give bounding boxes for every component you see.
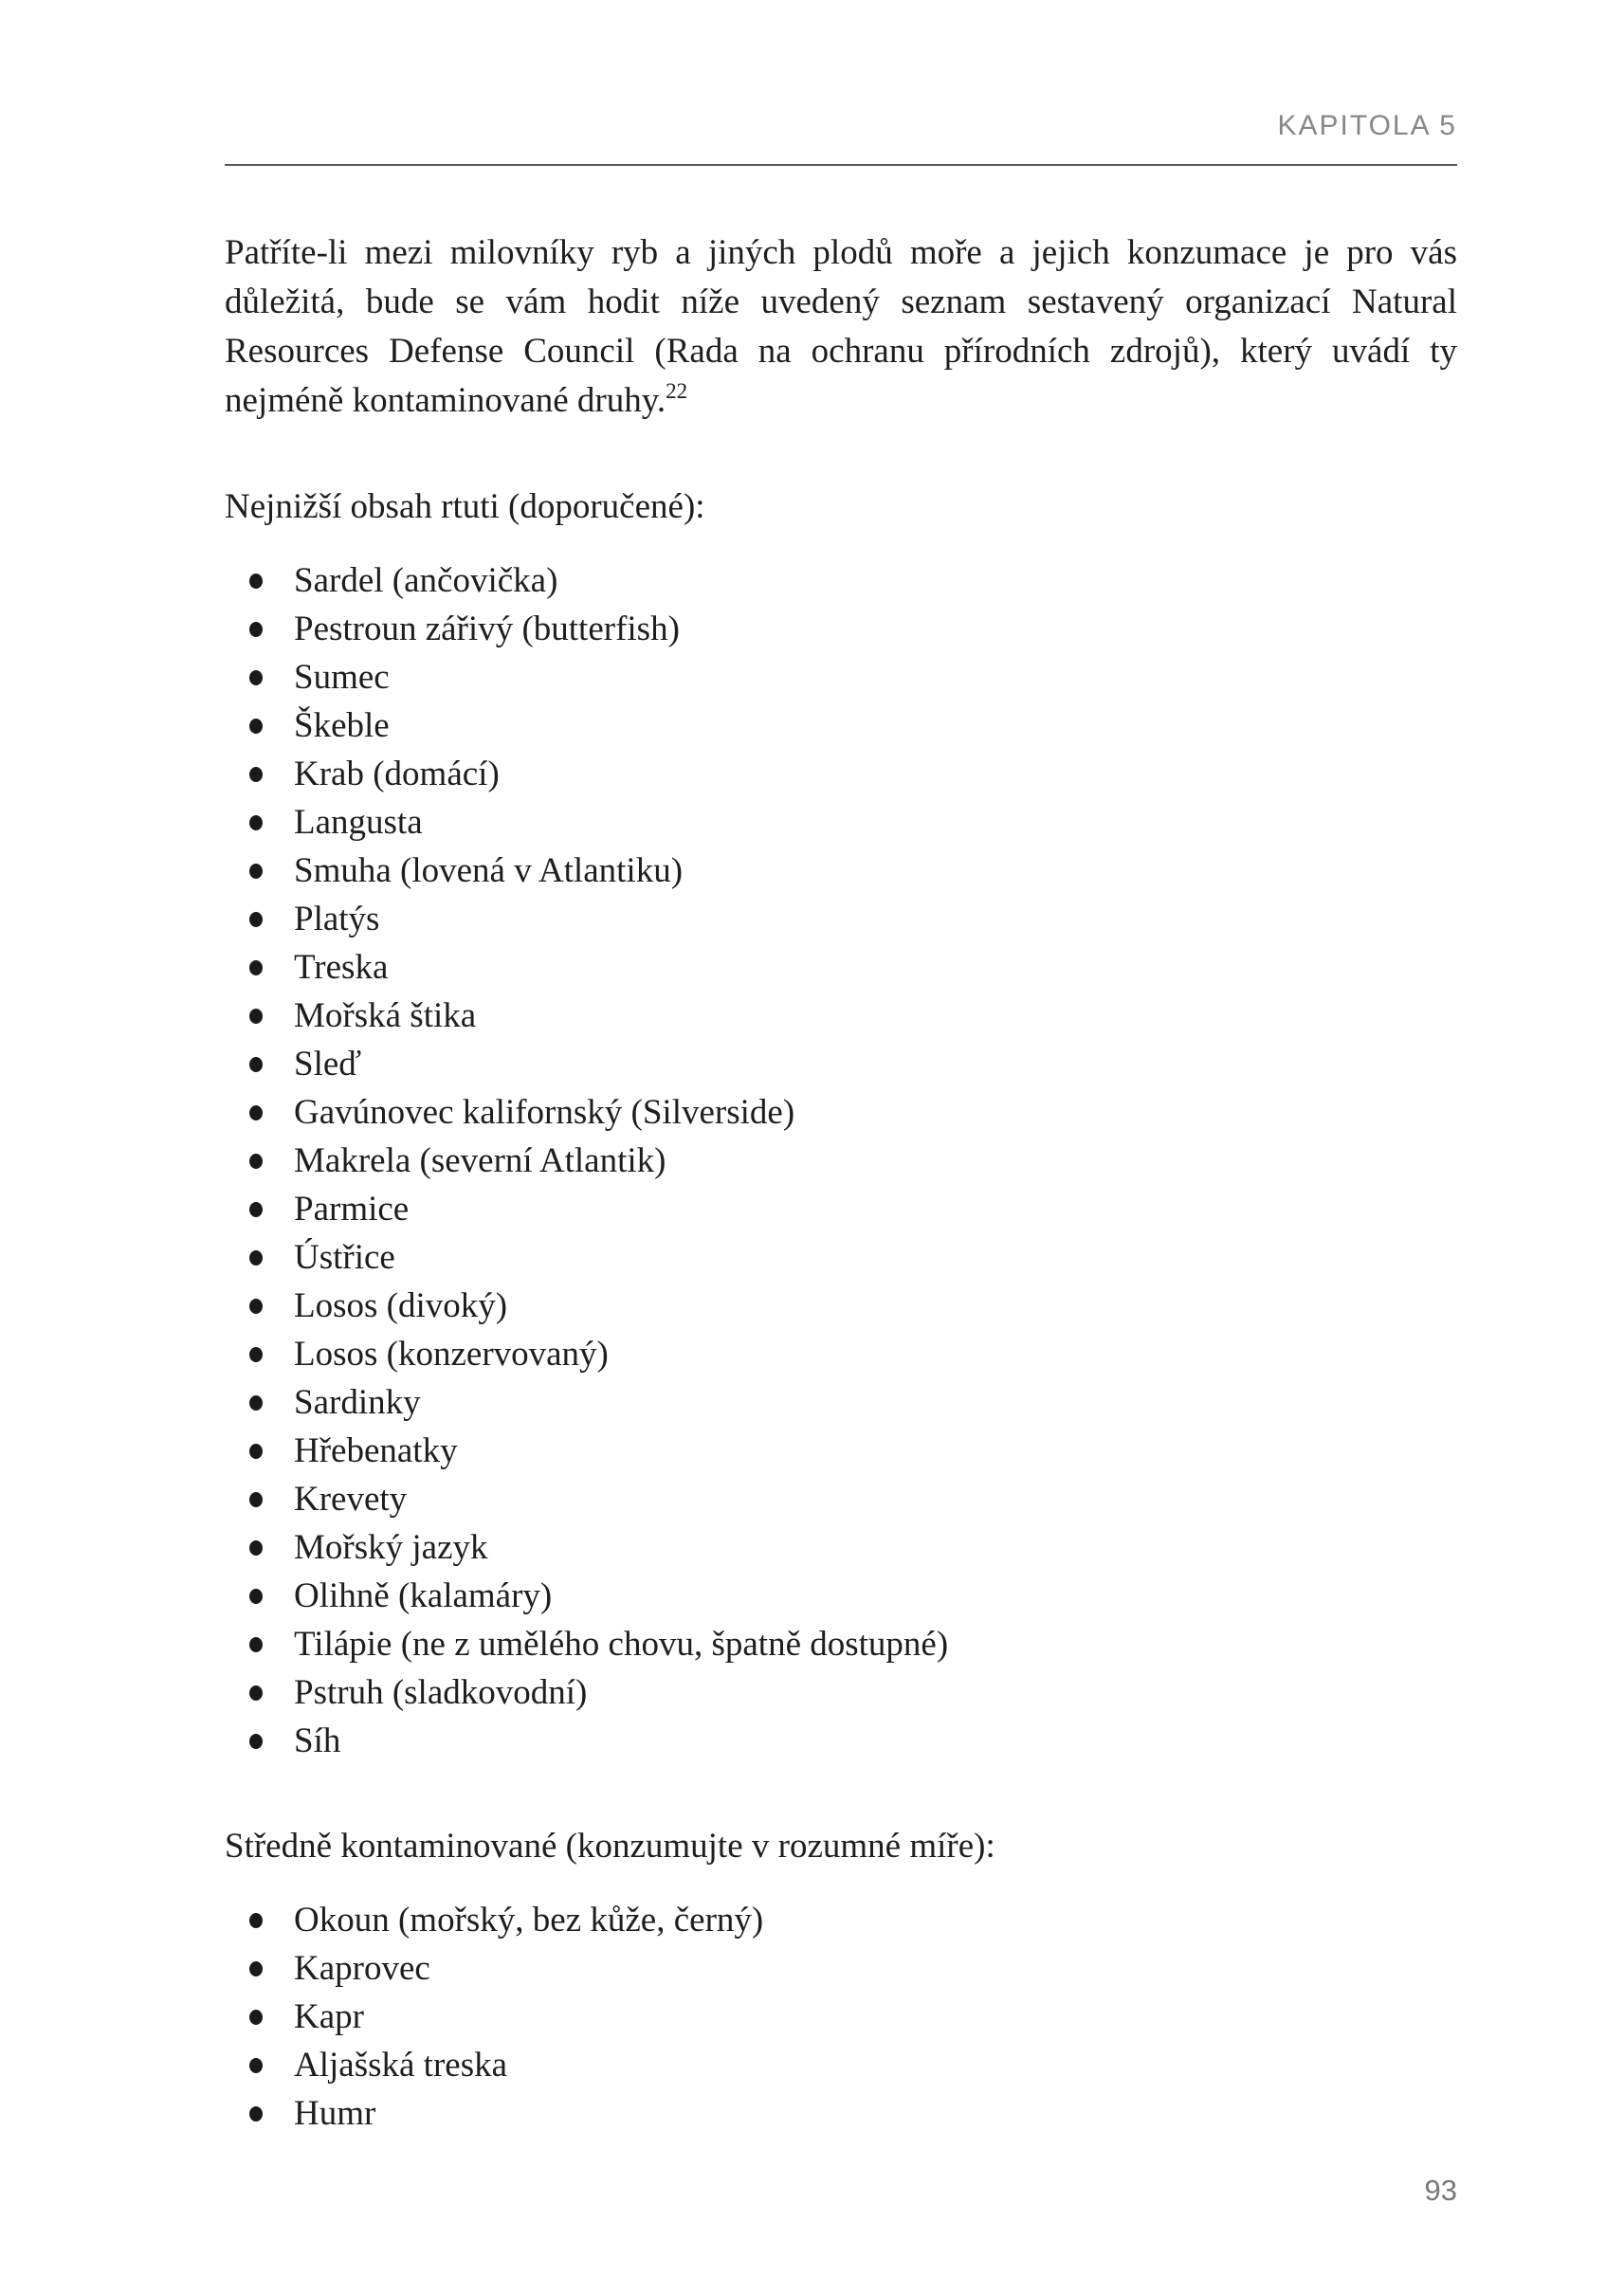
list-item xyxy=(225,1427,1457,1475)
list-item xyxy=(225,2041,1457,2089)
list-item-label: Mořský jazyk xyxy=(294,1528,488,1567)
bullet-icon xyxy=(249,670,263,685)
bullet-icon xyxy=(249,2010,263,2025)
list-item-label: Tilápie (ne z umělého chovu, špatně dostupné) xyxy=(294,1625,949,1664)
list-item xyxy=(225,1523,1457,1572)
list-item xyxy=(225,653,1457,701)
bullet-icon xyxy=(249,767,263,782)
list-item-label: Langusta xyxy=(294,803,423,842)
list-item xyxy=(225,847,1457,895)
list-item-label: Kapr xyxy=(294,1997,364,2036)
list-item xyxy=(225,1040,1457,1088)
bullet-icon xyxy=(249,1395,263,1411)
list-item xyxy=(225,1475,1457,1523)
bullet-icon xyxy=(249,1913,263,1928)
list-item-label: Pstruh (sladkovodní) xyxy=(294,1673,588,1712)
low-mercury-heading: Nejnižší obsah rtuti (doporučené): xyxy=(225,487,705,526)
list-item xyxy=(225,1572,1457,1620)
list-item-label: Škeble xyxy=(294,706,390,745)
medium-mercury-heading: Středně kontaminované (konzumujte v rozumné míře): xyxy=(225,1827,995,1866)
bullet-icon xyxy=(249,1347,263,1362)
list-item xyxy=(225,1185,1457,1233)
list-item-label: Hřebenatky xyxy=(294,1431,458,1470)
list-item-label: Gavúnovec kalifornský (Silverside) xyxy=(294,1093,795,1132)
list-item-label: Okoun (mořský, bez kůže, černý) xyxy=(294,1901,764,1940)
list-item xyxy=(225,943,1457,992)
list-item xyxy=(225,1282,1457,1330)
bullet-icon xyxy=(249,1202,263,1217)
list-item-label: Humr xyxy=(294,2094,376,2133)
bullet-icon xyxy=(249,960,263,975)
list-item xyxy=(225,1993,1457,2041)
bullet-icon xyxy=(249,1009,263,1024)
list-item-label: Losos (konzervovaný) xyxy=(294,1335,609,1374)
bullet-icon xyxy=(249,2106,263,2122)
bullet-icon xyxy=(249,719,263,734)
list-item xyxy=(225,1137,1457,1185)
bullet-icon xyxy=(249,2058,263,2073)
bullet-icon xyxy=(249,1154,263,1169)
list-item xyxy=(225,605,1457,653)
list-item-label: Losos (divoký) xyxy=(294,1286,508,1325)
bullet-icon xyxy=(249,622,263,637)
list-item xyxy=(225,701,1457,750)
bullet-icon xyxy=(249,1685,263,1701)
bullet-icon xyxy=(249,574,263,589)
list-item-label: Sardel (ančovička) xyxy=(294,561,558,600)
page-header xyxy=(225,0,1457,142)
bullet-icon xyxy=(249,1637,263,1652)
bullet-icon xyxy=(249,1540,263,1556)
bullet-icon xyxy=(249,815,263,830)
list-item-label: Parmice xyxy=(294,1190,410,1229)
list-item-label: Sleď xyxy=(294,1045,362,1084)
header-rule xyxy=(225,164,1457,166)
list-item-label: Krevety xyxy=(294,1480,408,1519)
list-item xyxy=(225,556,1457,605)
footnote-ref: 22 xyxy=(666,379,688,403)
list-item-label: Aljašská treska xyxy=(294,2046,508,2085)
list-item xyxy=(225,1944,1457,1993)
list-item-label: Ústřice xyxy=(294,1238,395,1277)
list-item-label: Krab (domácí) xyxy=(294,755,500,793)
list-item-label: Platýs xyxy=(294,900,380,938)
bullet-icon xyxy=(249,912,263,927)
list-item-label: Mořská štika xyxy=(294,996,477,1035)
bullet-icon xyxy=(249,1444,263,1459)
list-item xyxy=(225,1330,1457,1378)
list-item xyxy=(225,750,1457,798)
bullet-icon xyxy=(249,1250,263,1266)
list-item xyxy=(225,1088,1457,1137)
list-item-label: Makrela (severní Atlantik) xyxy=(294,1141,666,1180)
list-item-label: Sardinky xyxy=(294,1383,421,1422)
bullet-icon xyxy=(249,1105,263,1120)
medium-mercury-list xyxy=(225,1896,1457,2138)
bullet-icon xyxy=(249,1734,263,1749)
list-item xyxy=(225,798,1457,847)
list-item-label: Treska xyxy=(294,948,389,987)
list-item-label: Smuha (lovená v Atlantiku) xyxy=(294,851,684,890)
page-number: 93 xyxy=(1424,2174,1457,2207)
list-item-label: Sumec xyxy=(294,658,390,697)
bullet-icon xyxy=(249,1589,263,1604)
bullet-icon xyxy=(249,1057,263,1072)
list-item-label: Pestroun zářivý (butterfish) xyxy=(294,610,680,648)
list-item-label: Síh xyxy=(294,1721,341,1760)
list-item xyxy=(225,1896,1457,1944)
chapter-label: KAPITOLA 5 xyxy=(1277,110,1457,141)
intro-text: Patříte-li mezi milovníky ryb a jiných plodů moře a jejich konzumace je pro vás důležitá, bude se vám hodit níže uvedený seznam sestavený organizací Natural Resources Defense Council (Rada na ochranu přírodních zdrojů), který uvádí ty nejméně kontaminované druhy. xyxy=(225,233,1457,420)
list-item xyxy=(225,992,1457,1040)
list-item xyxy=(225,1668,1457,1717)
list-item xyxy=(225,1620,1457,1668)
list-item xyxy=(225,1717,1457,1765)
list-item xyxy=(225,1233,1457,1282)
list-item xyxy=(225,1378,1457,1427)
bullet-icon xyxy=(249,1299,263,1314)
bullet-icon xyxy=(249,1492,263,1507)
page-content xyxy=(225,0,1457,2138)
list-item xyxy=(225,2089,1457,2138)
low-mercury-list xyxy=(225,556,1457,1765)
list-item-label: Kaprovec xyxy=(294,1949,430,1988)
intro-paragraph xyxy=(225,228,1457,426)
list-item xyxy=(225,895,1457,943)
bullet-icon xyxy=(249,864,263,879)
bullet-icon xyxy=(249,1961,263,1976)
list-item-label: Olihně (kalamáry) xyxy=(294,1576,553,1615)
